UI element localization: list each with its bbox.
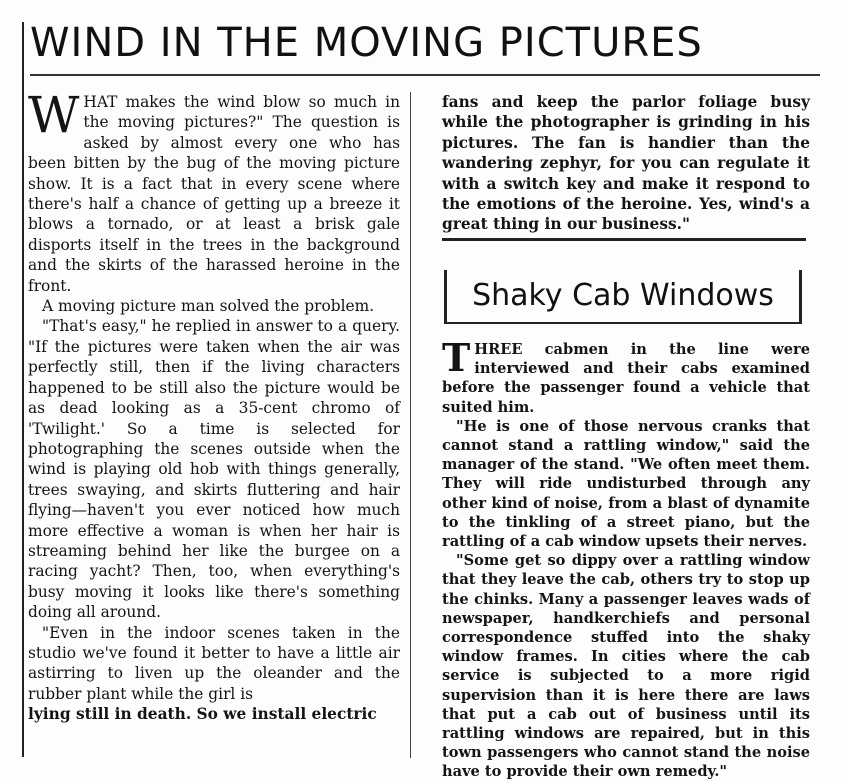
article-paragraph: "He is one of those nervous cranks that cannot stand a rattling window," said the manager of the stand. "We often meet them. They will ride undisturbed through any other kind of noise, from a blast of dynamite to the tinkling of a street piano, but the rattling of a cab window upsets their nerves. xyxy=(442,417,810,551)
article-paragraph: "Even in the indoor scenes taken in the studio we've found it better to have a little air astirring to liven up the oleander and the rubber plant while the girl is xyxy=(28,623,400,703)
article-title-box xyxy=(444,270,802,324)
section-divider-rule xyxy=(442,238,806,241)
article-paragraph: "Some get so dippy over a rattling window that they leave the cab, others try to stop up the chinks. Many a passenger leaves wads of newspaper, handkerchiefs and personal correspondence stuffed into the shaky window frames. In cities where the cab service is subjected to a more rigid supervision than it is here there are laws that put a cab out of business until its rattling windows are repaired, but in this town passengers who cannot stand the noise have to provide their own remedy." xyxy=(442,552,810,781)
article-paragraph: WHAT makes the wind blow so much in the moving pictures?" The question is asked by almost every one who has been bitten by the bug of the moving picture show. It is a fact that in every scene where there's half a chance of getting up a breeze it blows a tornado, or at least a brisk gale disports itself in the trees in the background and the skirts of the harassed heroine in the front. xyxy=(28,86,400,295)
article-paragraph: fans and keep the parlor foliage busy while the photographer is grinding in his pictures. The fan is handier than the wandering zephyr, for you can regulate it with a switch key and make it respond to the emotions of the heroine. Yes, wind's a great thing in our business." xyxy=(442,93,810,234)
drop-cap: W xyxy=(28,86,80,144)
article-title: Shaky Cab Windows xyxy=(472,278,774,313)
article-final-line: lying still in death. So we install electric xyxy=(28,705,377,724)
article-wind-column-left xyxy=(28,86,400,725)
article-cab-column xyxy=(442,335,810,782)
title-box-rule xyxy=(447,322,799,324)
column-divider xyxy=(410,92,411,758)
article-paragraph: THREE cabmen in the line were interviewed and their cabs examined before the passenger found a vehicle that suited him. xyxy=(442,335,810,416)
headline-rule xyxy=(30,74,820,76)
headline: WIND IN THE MOVING PICTURES xyxy=(30,20,703,66)
left-border-rule xyxy=(22,22,24,757)
article-wind-continuation xyxy=(442,92,810,235)
article-paragraph: "That's easy," he replied in answer to a query. "If the pictures were taken when the air was perfectly still, then if the living characters happened to be still also the picture would be as dead looking as a 35-cent chromo of 'Twilight.' So a time is selected for photographing the scenes outside when the wind is playing old hob with things generally, trees swaying, and skirts fluttering and hair flying—haven't you ever noticed how much more effective a woman is when her hair is streaming behind her like the burgee on a racing yacht? Then, too, when everything's busy moving it looks like there's something doing all around. xyxy=(28,317,400,622)
article-paragraph: A moving picture man solved the problem. xyxy=(42,297,375,316)
drop-cap: T xyxy=(442,335,471,380)
